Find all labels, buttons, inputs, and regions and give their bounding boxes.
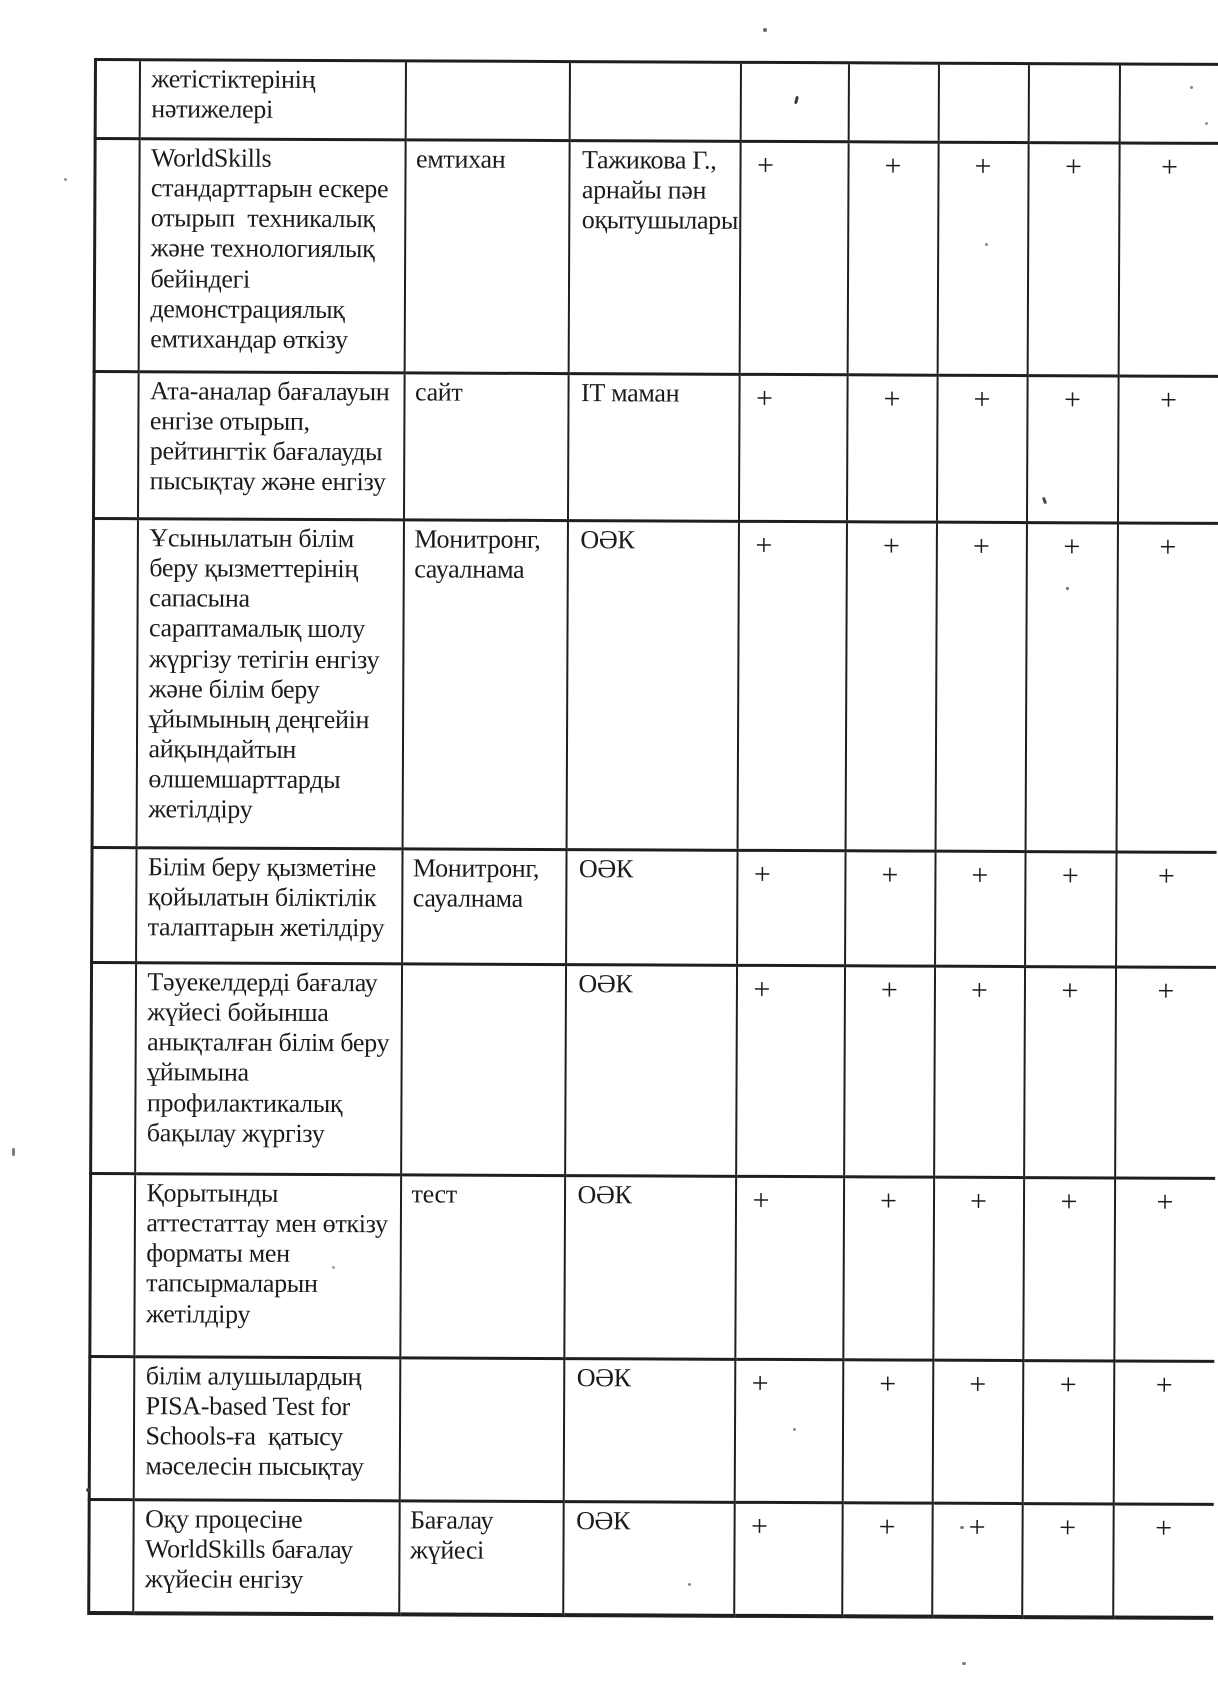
cell-no: [89, 1499, 133, 1613]
cell-plus-mark: +: [937, 142, 1028, 375]
cell-task: білім алушылардың PISA-based Test for Schools-ға қатысу мәселесін пысықтау: [133, 1357, 400, 1501]
cell-plus-mark: +: [1024, 967, 1116, 1178]
cell-no: [95, 60, 139, 139]
cell-plus-mark: +: [933, 1177, 1024, 1360]
cell-plus-mark: +: [1116, 852, 1217, 967]
cell-plus-mark: +: [1113, 1361, 1214, 1504]
cell-responsible: ІТ маман: [567, 374, 739, 522]
cell-method: тест: [400, 1175, 565, 1359]
cell-plus-mark: +: [1117, 376, 1218, 523]
cell-plus-mark: +: [1027, 143, 1119, 376]
scan-speck: [688, 1583, 691, 1586]
scan-speck: [12, 1148, 15, 1156]
cell-method: Монитронг, сауалнама: [402, 520, 567, 850]
cell-responsible: ОӘК: [563, 1502, 734, 1616]
cell-plus-mark: +: [734, 1502, 842, 1616]
table-row: [89, 1499, 1213, 1617]
cell-no: [92, 519, 137, 848]
cell-plus-mark: +: [739, 141, 848, 374]
cell-plus-mark: +: [936, 375, 1027, 522]
cell-plus-mark: +: [843, 1177, 934, 1360]
cell-no: [89, 1356, 134, 1499]
table-row: [92, 847, 1216, 967]
cell-plus-mark: +: [1022, 1504, 1113, 1618]
table-row: [92, 519, 1217, 853]
cell-mark-empty: [1119, 64, 1218, 143]
cell-mark-empty: [938, 63, 1028, 142]
scan-speck: [1205, 122, 1208, 125]
cell-plus-mark: +: [932, 1503, 1022, 1617]
cell-mark-empty: [1028, 64, 1119, 143]
cell-plus-mark: +: [935, 522, 1026, 851]
cell-plus-mark: +: [1026, 376, 1118, 523]
table-row: [89, 1356, 1214, 1504]
cell-plus-mark: +: [1116, 523, 1217, 852]
cell-plus-mark: +: [734, 1359, 843, 1502]
cell-responsible: ОӘК: [564, 1176, 736, 1360]
cell-task: Ұсынылатын білім беру қызметтерінің сапасына сараптамалық шолу жүргізу тетігін енгізу және білім беру ұйымының деңгейін айқындайтын өлшемшарттарды жетілдіру: [136, 519, 403, 849]
scan-speck: [763, 28, 767, 32]
cell-plus-mark: +: [842, 1360, 933, 1503]
scan-speck: [86, 1488, 91, 1492]
cell-task: Білім беру қызметіне қойылатын біліктілік талаптарын жетілдіру: [136, 848, 402, 964]
cell-task: Тәуекелдерді бағалау жүйесі бойынша анықталған білім беру ұйымына профилактикалық бақылау жүргізу: [135, 963, 402, 1175]
cell-plus-mark: +: [845, 522, 936, 851]
cell-plus-mark: +: [737, 850, 846, 965]
table-row: [91, 962, 1216, 1178]
scan-speck: [793, 1428, 796, 1431]
cell-method: сайт: [403, 373, 568, 521]
cell-responsible: Тажикова Г., арнайы пән оқытушылары: [568, 141, 740, 375]
cell-plus-mark: +: [738, 374, 847, 521]
cell-no: [92, 847, 137, 962]
cell-method: Бағалау жүйесі: [399, 1501, 563, 1615]
cell-no: [94, 139, 139, 372]
cell-task: Оқу процесіне WorldSkills бағалау жүйесін енгізу: [133, 1500, 399, 1615]
cell-task: жетістіктерінің нәтижелері: [139, 60, 405, 140]
cell-no: [90, 1173, 135, 1356]
scan-speck: [1066, 587, 1069, 590]
cell-responsible: ОӘК: [566, 850, 738, 966]
table-row: [90, 1173, 1215, 1361]
cell-plus-mark: +: [934, 966, 1025, 1177]
cell-plus-mark: +: [736, 965, 845, 1176]
cell-plus-mark: +: [842, 1503, 932, 1617]
cell-responsible: ОӘК: [566, 521, 738, 851]
cell-responsible: ОӘК: [563, 1359, 735, 1503]
cell-plus-mark: +: [1025, 523, 1117, 852]
cell-plus-mark: +: [846, 375, 937, 522]
cell-task: Ата-аналар бағалауын енгізе отырып, рейтингтік бағалауды пысықтау және енгізу: [137, 372, 404, 520]
cell-plus-mark: +: [935, 851, 1026, 966]
table-row: [94, 139, 1218, 377]
cell-method: [405, 61, 569, 141]
assessment-plan-table: [87, 58, 1218, 1620]
cell-method: емтихан: [404, 140, 569, 374]
scan-speck: [1190, 86, 1193, 89]
scan-speck: [962, 1662, 966, 1665]
cell-plus-mark: +: [847, 142, 938, 375]
cell-method: [401, 964, 566, 1176]
cell-task: WorldSkills стандарттарын ескере отырып техникалық және технологиялық бейіндегі демонстрациялық емтихандар өткізу: [138, 139, 405, 373]
cell-plus-mark: +: [932, 1360, 1023, 1503]
cell-method: [399, 1358, 564, 1502]
cell-plus-mark: +: [735, 1176, 844, 1359]
plan-table-body: [89, 60, 1218, 1618]
cell-task: Қорытынды аттестаттау мен өткізу форматы мен тапсырмаларын жетілдіру: [134, 1174, 401, 1358]
cell-plus-mark: +: [1025, 852, 1117, 967]
cell-responsible: [569, 62, 740, 142]
scan-speck: [960, 1526, 964, 1529]
cell-plus-mark: +: [1023, 1178, 1115, 1361]
cell-plus-mark: +: [737, 521, 846, 850]
table-row: [93, 372, 1218, 524]
scan-speck: [332, 1266, 335, 1269]
cell-plus-mark: +: [1118, 143, 1218, 376]
cell-method: Монитронг, сауалнама: [402, 849, 567, 965]
cell-plus-mark: +: [1022, 1361, 1114, 1504]
table-row: [95, 60, 1218, 144]
cell-plus-mark: +: [844, 966, 935, 1177]
cell-responsible: ОӘК: [565, 965, 737, 1177]
scan-speck: [64, 178, 67, 181]
scan-speck: [985, 243, 988, 246]
cell-mark-empty: [848, 63, 938, 142]
cell-no: [91, 962, 136, 1173]
cell-plus-mark: +: [1115, 967, 1216, 1178]
cell-plus-mark: +: [845, 851, 936, 966]
cell-plus-mark: +: [1113, 1504, 1213, 1618]
cell-plus-mark: +: [1114, 1178, 1215, 1361]
cell-no: [93, 372, 138, 519]
